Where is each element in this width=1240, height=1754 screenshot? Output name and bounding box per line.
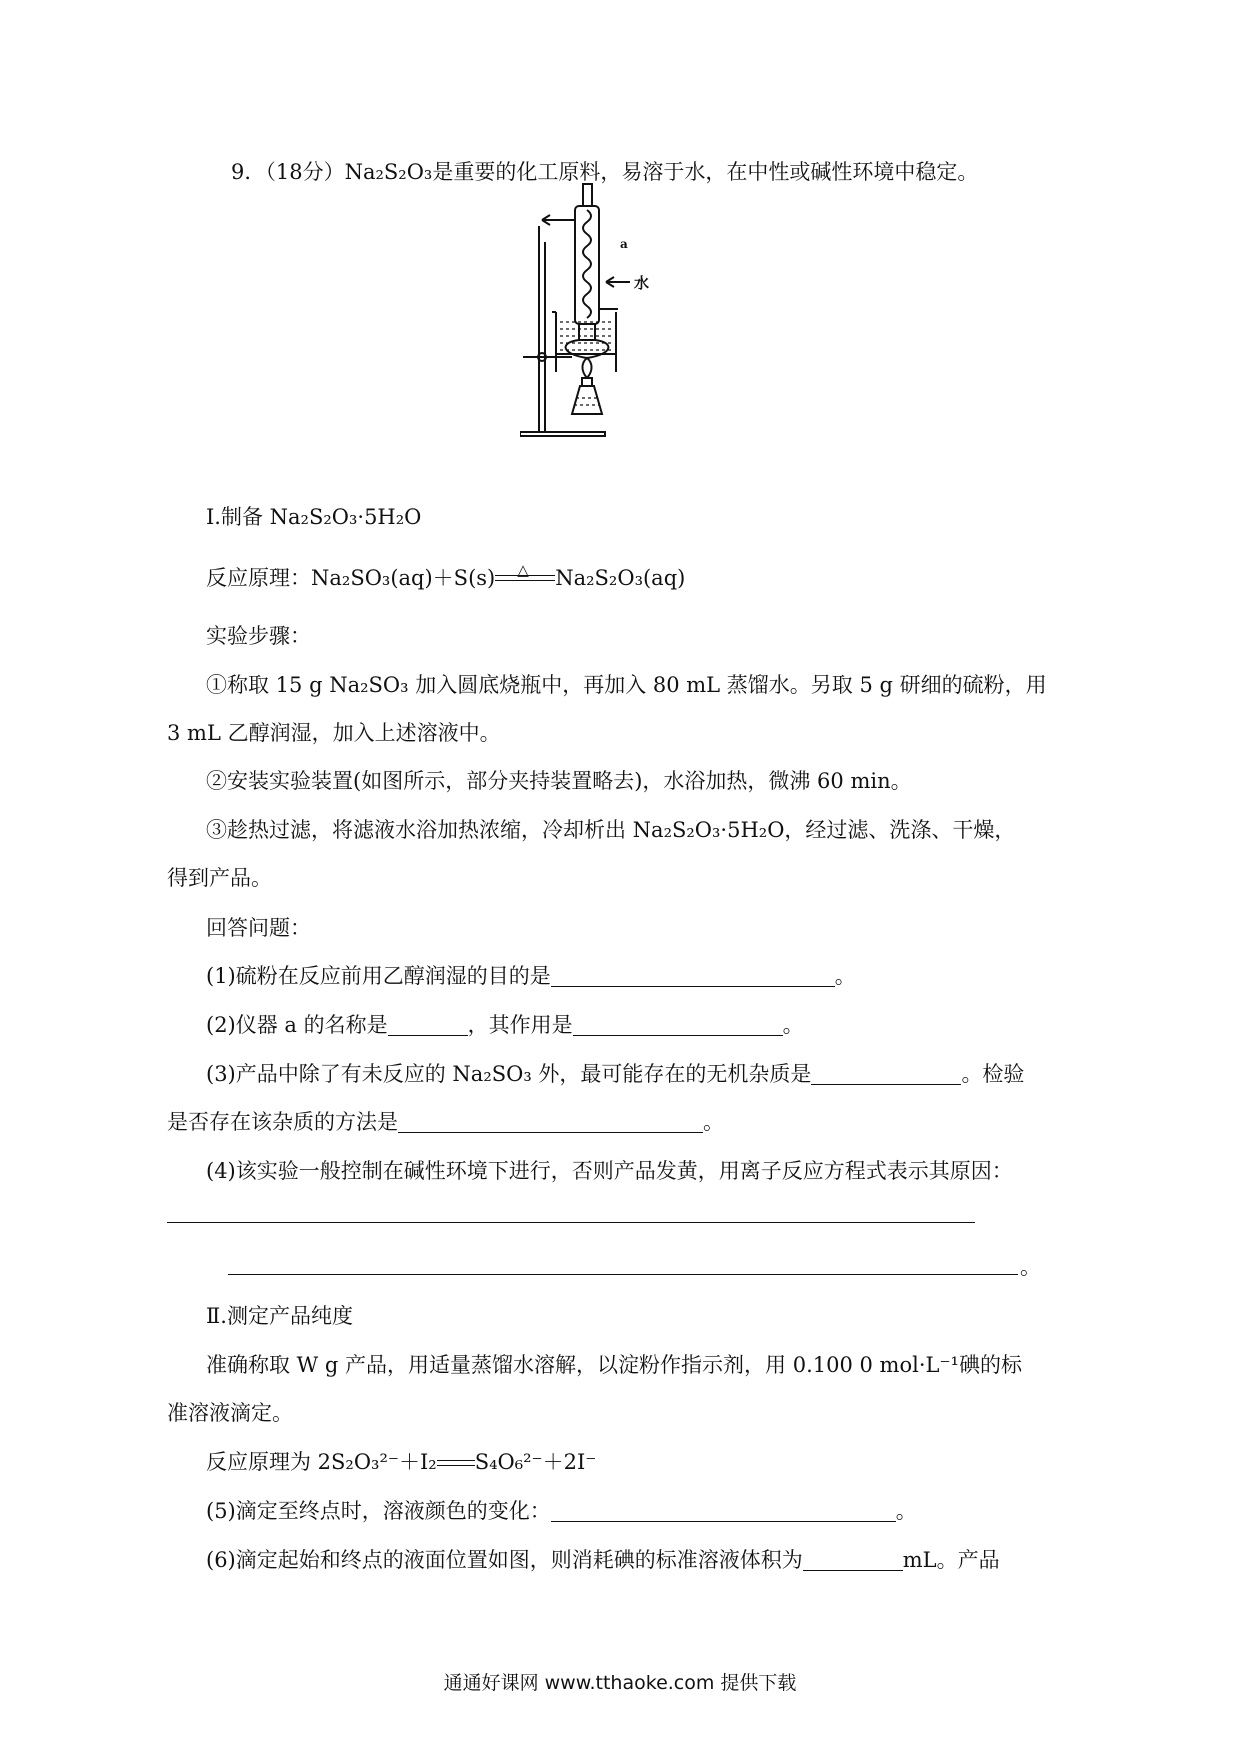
equilibrium-sign [495, 560, 555, 587]
question-1 [206, 961, 856, 991]
heat-condition: △ [517, 560, 529, 579]
answer-label: 回答问题： [206, 916, 311, 940]
q1-answer-blank[interactable] [551, 964, 835, 987]
q3-line2: 是否存在该杂质的方法是 [167, 1110, 398, 1134]
q3-impurity-blank[interactable] [811, 1062, 961, 1085]
q6-end: mL。产品 [902, 1548, 1000, 1572]
q3-text: (3)产品中除了有未反应的 Na₂SO₃ 外，最可能存在的无机杂质是 [206, 1062, 812, 1086]
q2-text: (2)仪器 a 的名称是 [206, 1013, 388, 1037]
part2-desc-line1: 准确称取 W g 产品，用适量蒸馏水溶解，以淀粉作指示剂，用 0.100 0 mol·L⁻¹碘的标 [206, 1353, 1022, 1377]
q2-mid: ，其作用是 [467, 1013, 573, 1037]
reaction-principle [206, 560, 686, 593]
q2-end: 。 [782, 1013, 804, 1037]
principle-prefix: 反应原理：Na₂SO₃(aq)＋S(s) [206, 566, 496, 590]
question-6 [206, 1545, 1000, 1575]
q6-text: (6)滴定起始和终点的液面位置如图，则消耗碘的标准溶液体积为 [206, 1548, 803, 1572]
question-5 [206, 1496, 917, 1526]
q6-volume-blank[interactable] [803, 1548, 903, 1571]
q5-text: (5)滴定至终点时，溶液颜色的变化： [206, 1499, 551, 1523]
principle-suffix: Na₂S₂O₃(aq) [555, 566, 686, 590]
part2-title: Ⅱ.测定产品纯度 [206, 1304, 353, 1328]
q1-end: 。 [834, 964, 856, 988]
q1-text: (1)硫粉在反应前用乙醇润湿的目的是 [206, 964, 551, 988]
q5-end: 。 [895, 1499, 917, 1523]
figure-label-water: 水 [634, 274, 650, 292]
q5-answer-blank[interactable] [551, 1499, 896, 1522]
question-4: (4)该实验一般控制在碱性环境下进行，否则产品发黄，用离子反应方程式表示其原因： [206, 1159, 1013, 1183]
step1-line1: ①称取 15 g Na₂SO₃ 加入圆底烧瓶中，再加入 80 mL 蒸馏水。另取 5 g 研细的硫粉，用 [206, 673, 1047, 697]
part2-desc-line2: 准溶液滴定。 [167, 1401, 293, 1425]
q3-end: 。 [703, 1110, 724, 1134]
q2-name-blank[interactable] [388, 1013, 468, 1036]
steps-label: 实验步骤： [206, 624, 311, 648]
apparatus-figure [520, 182, 720, 488]
q2-function-blank[interactable] [573, 1013, 783, 1036]
titration-principle [206, 1447, 596, 1477]
q4-answer-line-1[interactable] [167, 1222, 975, 1223]
question-2 [206, 1010, 804, 1040]
titration-prefix: 反应原理为 2S₂O₃²⁻＋I₂ [206, 1450, 437, 1474]
q4-answer-line-2[interactable] [228, 1274, 1018, 1275]
step3-line1: ③趁热过滤，将滤液水浴加热浓缩，冷却析出 Na₂S₂O₃·5H₂O，经过滤、洗涤、干燥， [206, 818, 1016, 842]
step3-line2: 得到产品。 [167, 866, 272, 890]
equals-sign [437, 1458, 475, 1470]
step1-line2: 3 mL 乙醇润湿，加入上述溶液中。 [167, 721, 501, 745]
q3-mid: 。检验 [961, 1062, 1025, 1086]
question-3-line2 [167, 1107, 724, 1137]
part1-title: Ⅰ.制备 Na₂S₂O₃·5H₂O [206, 505, 422, 529]
question-3 [206, 1059, 1024, 1089]
q4-end: 。 [1020, 1255, 1041, 1279]
step2: ②安装实验装置(如图所示，部分夹持装置略去)，水浴加热，微沸 60 min。 [206, 769, 912, 793]
question-heading: 9．（18分）Na₂S₂O₃是重要的化工原料，易溶于水，在中性或碱性环境中稳定。 [231, 160, 979, 184]
page-footer: 通通好课网 www.tthaoke.com 提供下载 [443, 1672, 797, 1694]
titration-suffix: S₄O₆²⁻＋2I⁻ [474, 1450, 597, 1474]
q3-method-blank[interactable] [398, 1110, 703, 1133]
figure-label-a: a [620, 237, 628, 251]
